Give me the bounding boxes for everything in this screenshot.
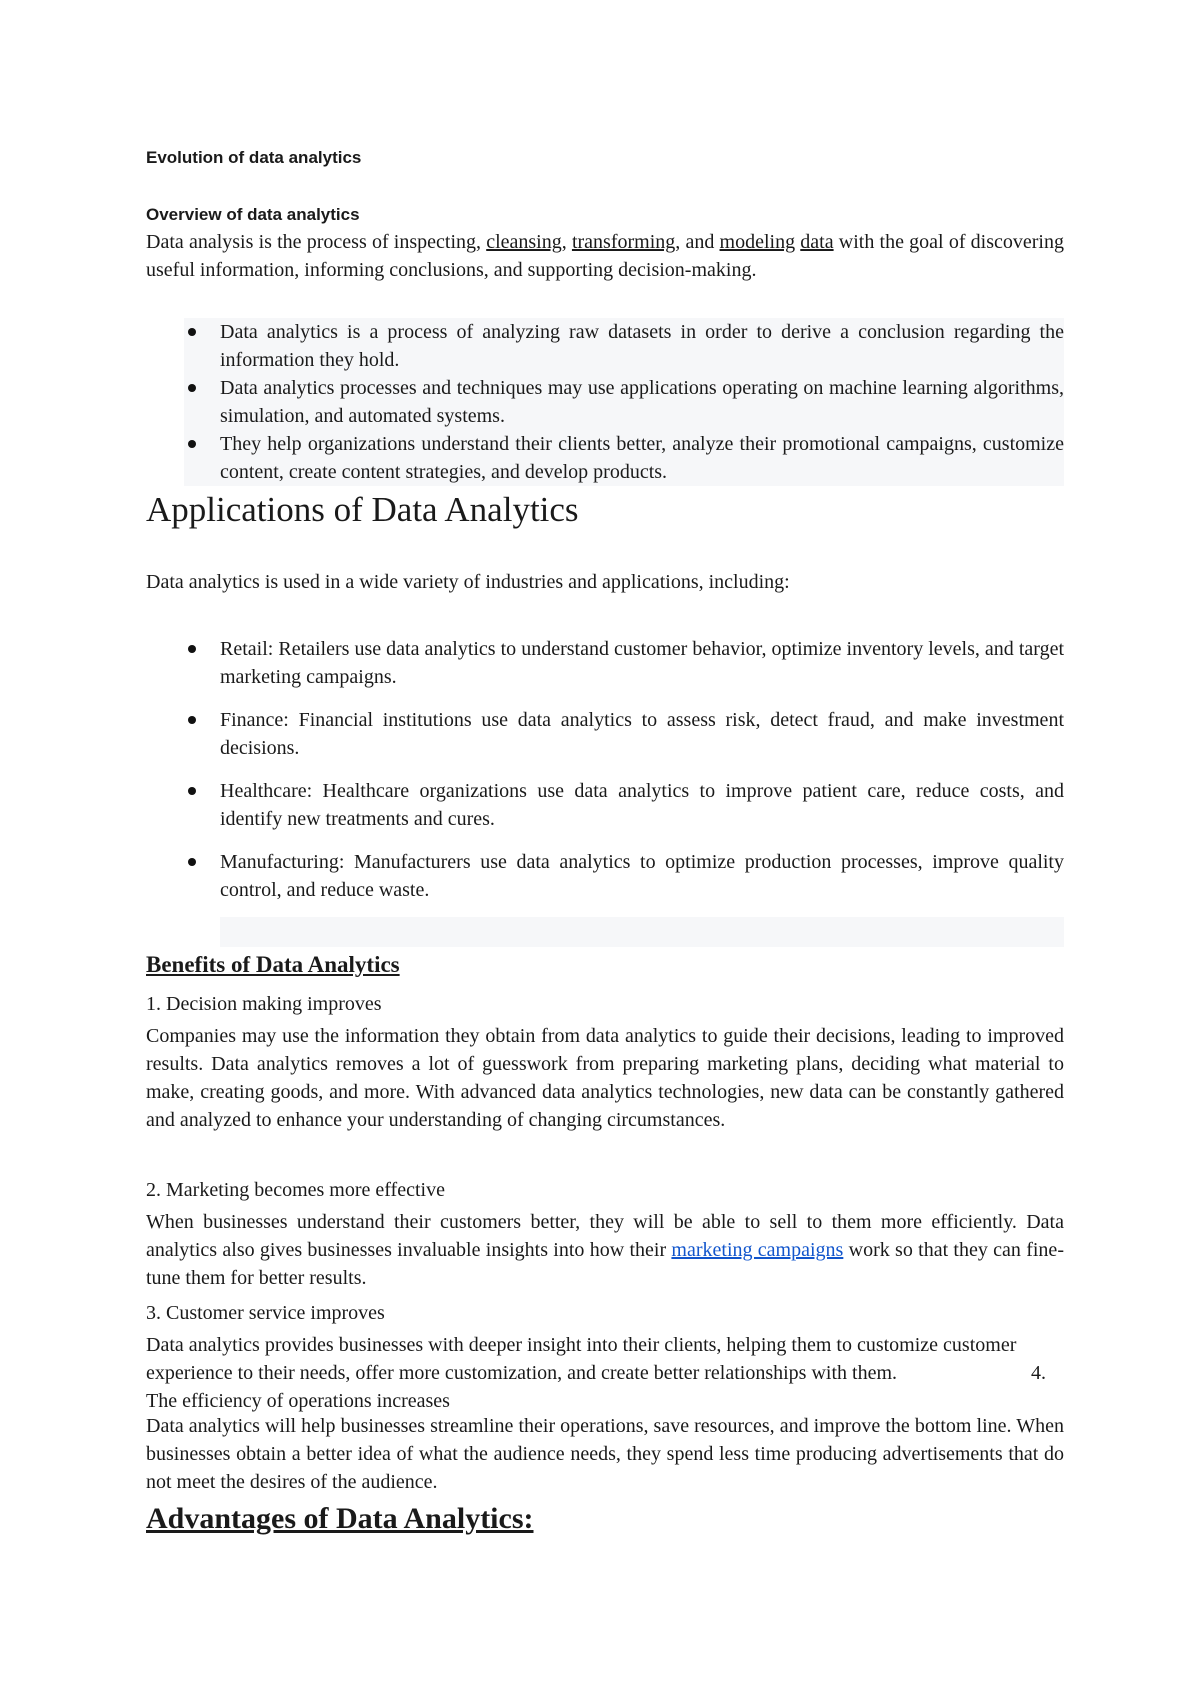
term-transforming: transforming: [571, 231, 676, 253]
benefits-heading: Benefits of Data Analytics: [146, 952, 400, 977]
advantages-heading: Advantages of Data Analytics:: [146, 1502, 534, 1535]
list-item: Manufacturing: Manufacturers use data analytics to optimize production processes, improve quality control, and reduce waste.: [184, 848, 1064, 904]
list-item: Healthcare: Healthcare organizations use data analytics to improve patient care, reduce costs, and identify new treatments and cures.: [184, 777, 1064, 833]
benefit-heading: 2. Marketing becomes more effective: [146, 1179, 445, 1201]
list-item: Data analytics is a process of analyzing raw datasets in order to derive a conclusion regarding the information they hold.: [184, 318, 1064, 374]
overview-bullet-list: [184, 318, 1064, 486]
overview-heading: Overview of data analytics: [146, 205, 360, 224]
shaded-empty-line: [220, 917, 1064, 947]
benefit-body-text: Data analytics provides businesses with deeper insight into their clients, helping them to customize customer experience to their needs, offer more customization, and create better relationships with them.: [146, 1334, 1017, 1384]
overview-intro: [146, 228, 1064, 284]
intro-text: with the goal of discovering useful information, informing conclusions, and supporting decision-making.: [146, 231, 1064, 281]
intro-text: Data analysis is the process of inspecting,: [146, 231, 487, 253]
benefit-body-text: When businesses understand their customers better, they will be able to sell to them more efficiently. Data analytics also gives businesses invaluable insights into how their: [146, 1211, 1064, 1261]
document-title: Evolution of data analytics: [146, 148, 362, 167]
benefit-item-3: [146, 1299, 1064, 1415]
benefit-body: [146, 1331, 1064, 1415]
benefit-item-2: [146, 1176, 1064, 1292]
list-item: Finance: Financial institutions use data analytics to assess risk, detect fraud, and make investment decisions.: [184, 706, 1064, 762]
term-modeling: modeling: [719, 231, 796, 253]
benefit-body-text: work so that they can fine-tune them for better results.: [146, 1239, 1064, 1289]
intro-text: ,: [561, 231, 572, 253]
applications-intro: Data analytics is used in a wide variety of industries and applications, including:: [146, 571, 790, 593]
benefit-body: [146, 1208, 1064, 1292]
term-cleansing: cleansing: [486, 231, 562, 253]
benefit-heading: 3. Customer service improves: [146, 1302, 385, 1324]
benefit-body: Data analytics will help businesses streamline their operations, save resources, and improve the bottom line. When businesses obtain a better idea of what the audience needs, they spend less time producing advertisements that do not meet the desires of the audience.: [146, 1415, 1064, 1493]
applications-heading: Applications of Data Analytics: [146, 490, 579, 529]
list-item: Retail: Retailers use data analytics to understand customer behavior, optimize inventory levels, and target marketing campaigns.: [184, 635, 1064, 691]
benefit-heading: 4. The efficiency of operations increases: [146, 1362, 1047, 1412]
benefit-item-1: [146, 990, 1064, 1134]
term-data: data: [800, 231, 834, 253]
list-item: Data analytics processes and techniques may use applications operating on machine learning algorithms, simulation, and automated systems.: [184, 374, 1064, 430]
marketing-campaigns-link[interactable]: marketing campaigns: [671, 1239, 844, 1261]
benefit-heading: 1. Decision making improves: [146, 993, 382, 1015]
applications-list: [184, 635, 1064, 919]
list-item: They help organizations understand their clients better, analyze their promotional campaigns, customize content, create content strategies, and develop products.: [184, 430, 1064, 486]
benefit-body: Companies may use the information they obtain from data analytics to guide their decisions, leading to improved results. Data analytics removes a lot of guesswork from preparing marketing plans, deciding what material to make, creating goods, and more. With advanced data analytics technologies, new data can be constantly gathered and analyzed to enhance your understanding of changing circumstances.: [146, 1025, 1064, 1131]
benefit-item-4: [146, 1412, 1064, 1496]
intro-text: , and: [675, 231, 720, 253]
